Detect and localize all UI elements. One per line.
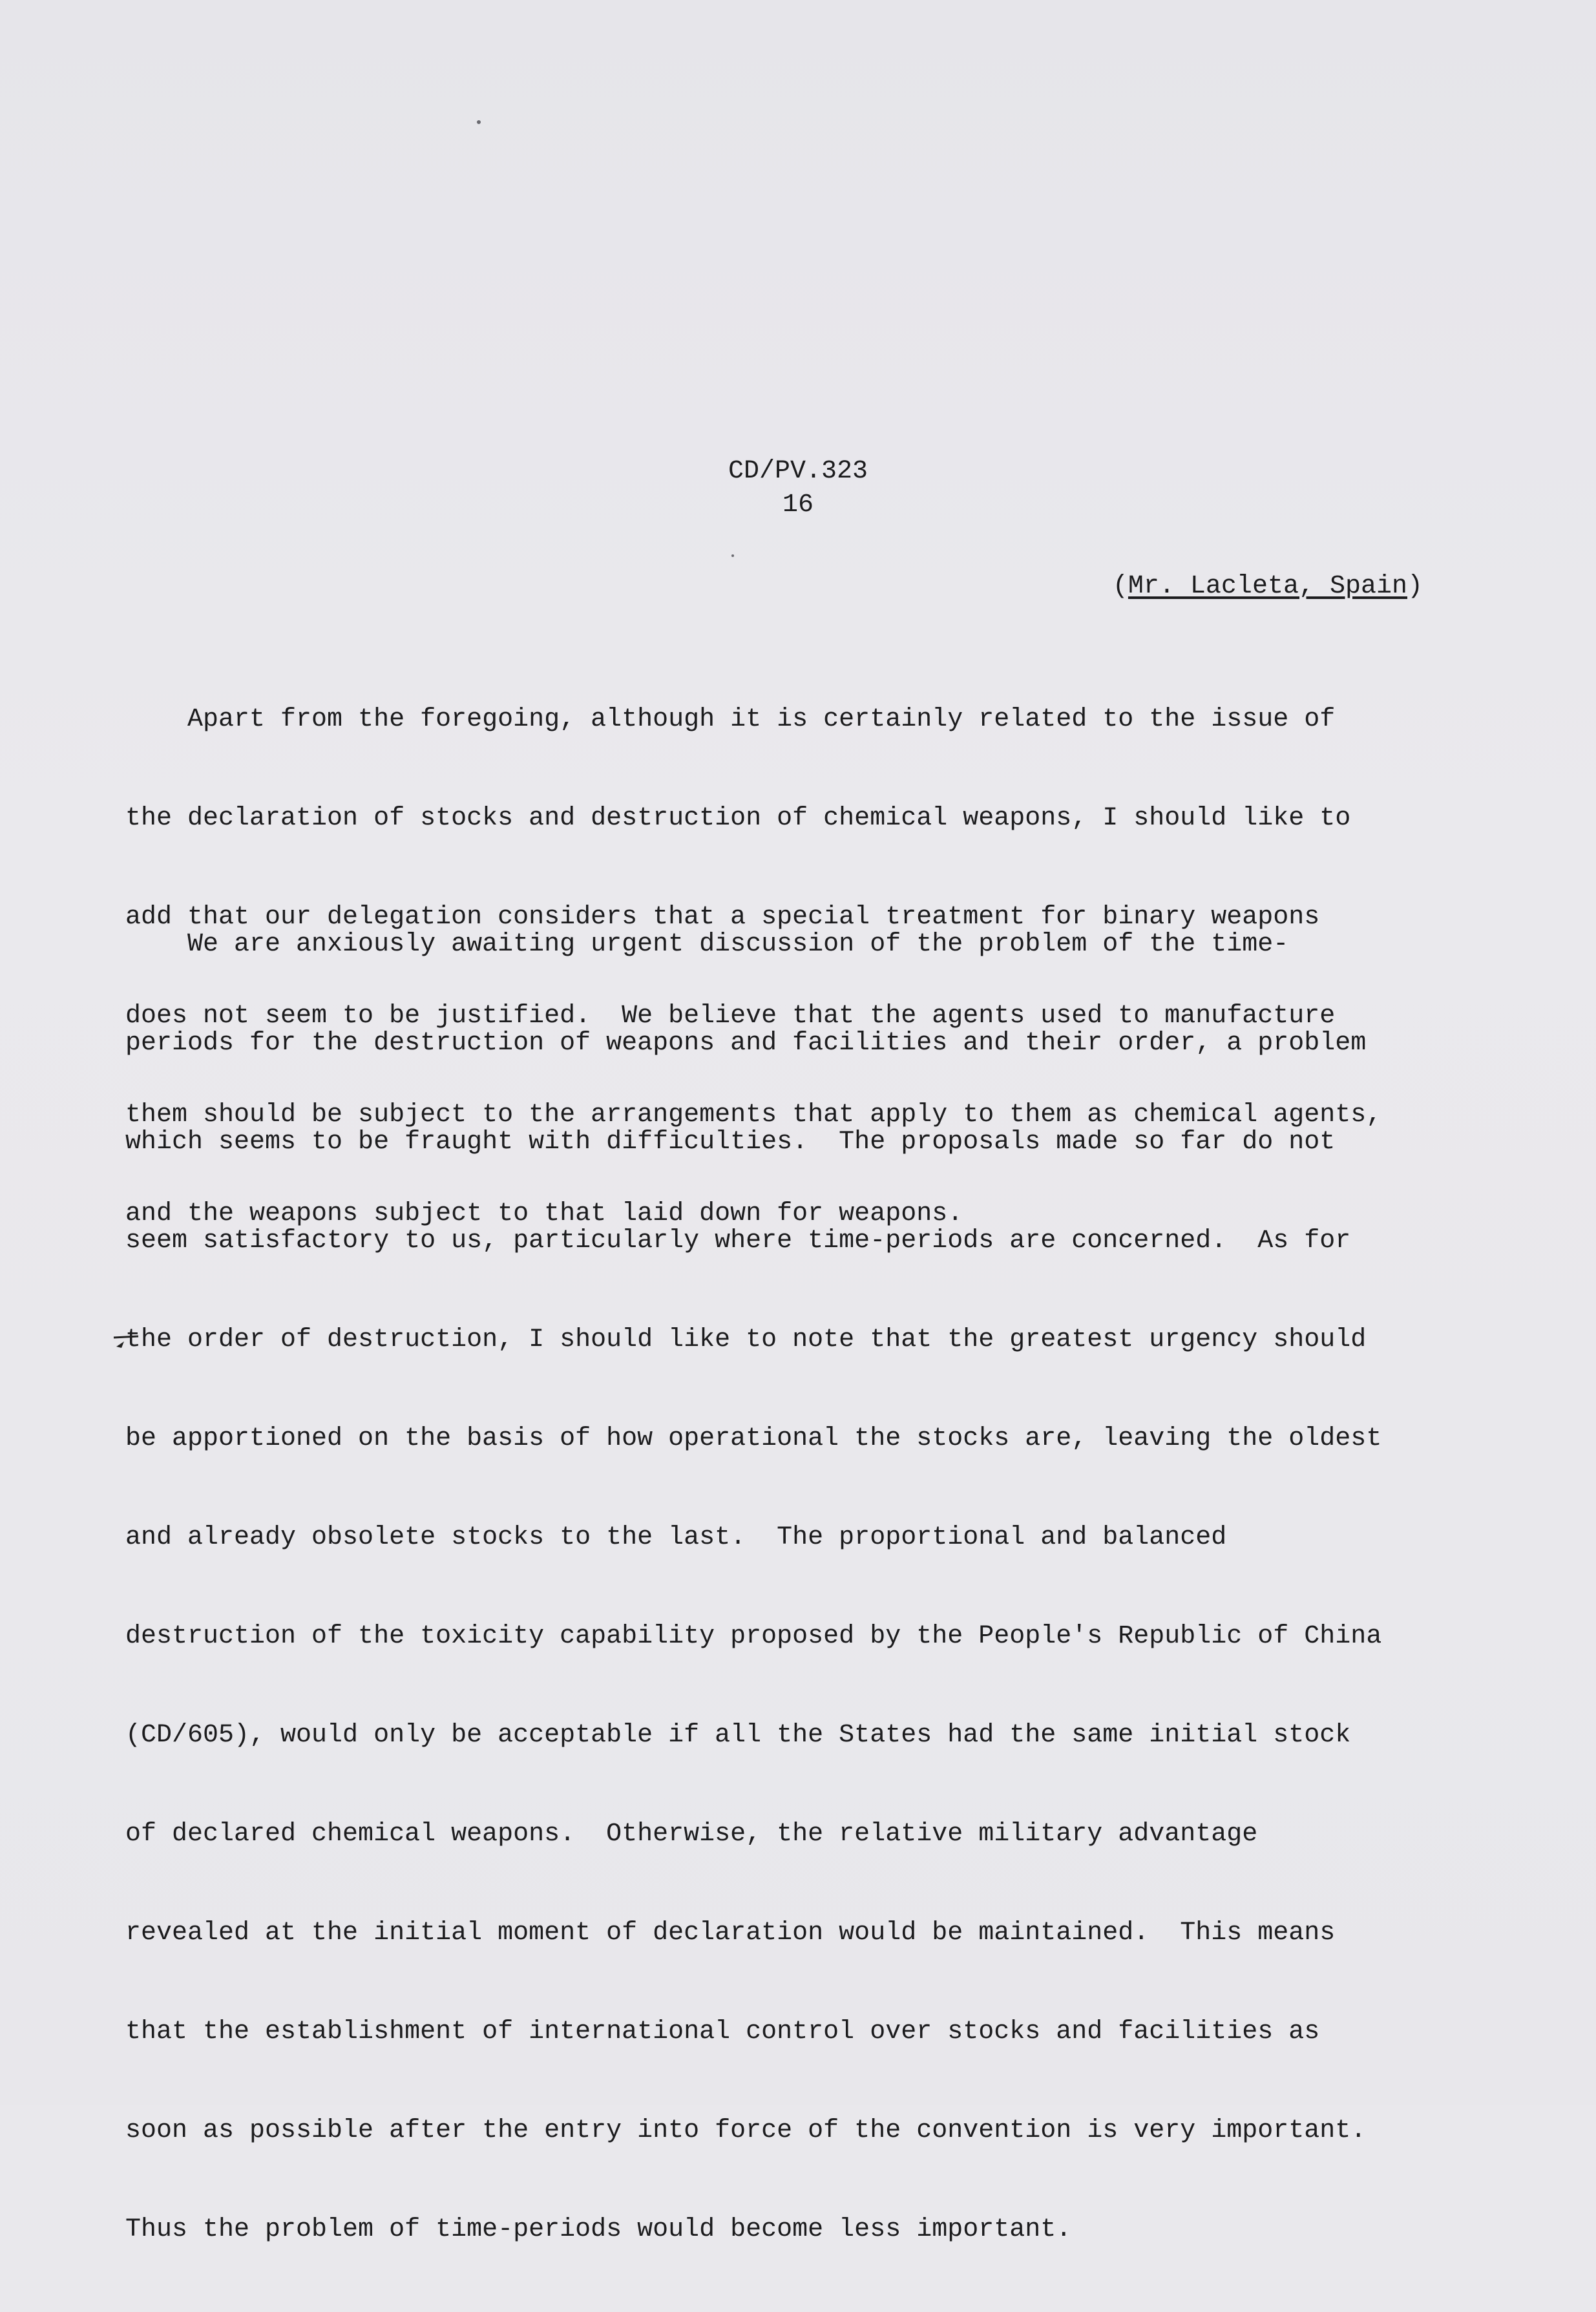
text-line: be apportioned on the basis of how operational the stocks are, leaving the oldest <box>125 1424 1382 1453</box>
paragraph-time-periods <box>125 862 1469 2312</box>
speaker-name: Mr. Lacleta, Spain <box>1128 572 1407 601</box>
document-symbol: CD/PV.323 <box>728 457 868 486</box>
text-line: periods for the destruction of weapons and facilities and their order, a problem <box>125 1029 1367 1058</box>
text-line: and already obsolete stocks to the last. The proportional and balanced <box>125 1523 1227 1552</box>
text-line: revealed at the initial moment of declaration would be maintained. This means <box>125 1918 1336 1948</box>
text-line: them should be subject to the arrangements that apply to them as chemical agents, <box>125 1100 1382 1130</box>
text-line: and the weapons subject to that laid down for weapons. <box>125 1199 963 1228</box>
text-line: soon as possible after the entry into force of the convention is very important. <box>125 2116 1367 2145</box>
page-number: 16 <box>782 490 814 520</box>
speaker-attribution <box>1113 571 1423 602</box>
text-line: does not seem to be justified. We believe that the agents used to manufacture <box>125 1002 1336 1031</box>
text-line: Apart from the foregoing, although it is certainly related to the issue of <box>125 705 1336 734</box>
text-line: seem satisfactory to us, particularly where time-periods are concerned. As for <box>125 1226 1351 1256</box>
text-line: that the establishment of international control over stocks and facilities as <box>125 2017 1320 2046</box>
text-line: (CD/605), would only be acceptable if all the States had the same initial stock <box>125 1721 1351 1750</box>
text-line: which seems to be fraught with difficulties. The proposals made so far do not <box>125 1128 1336 1157</box>
speaker-open-paren: ( <box>1112 572 1128 601</box>
text-line: Thus the problem of time-periods would become less important. <box>125 2215 1072 2244</box>
end-of-section-mark <box>110 1332 142 1352</box>
speck <box>731 554 734 557</box>
text-line: of declared chemical weapons. Otherwise, the relative military advantage <box>125 1820 1258 1849</box>
speck <box>477 120 481 124</box>
text-line: destruction of the toxicity capability proposed by the People's Republic of China <box>125 1622 1382 1651</box>
text-line: add that our delegation considers that a special treatment for binary weapons <box>125 903 1320 932</box>
text-line: We are anxiously awaiting urgent discussion of the problem of the time- <box>125 930 1289 959</box>
speaker-close-paren: ) <box>1407 572 1423 601</box>
text-line: the declaration of stocks and destruction of chemical weapons, I should like to <box>125 804 1351 833</box>
text-line: the order of destruction, I should like to note that the greatest urgency should <box>125 1325 1367 1354</box>
